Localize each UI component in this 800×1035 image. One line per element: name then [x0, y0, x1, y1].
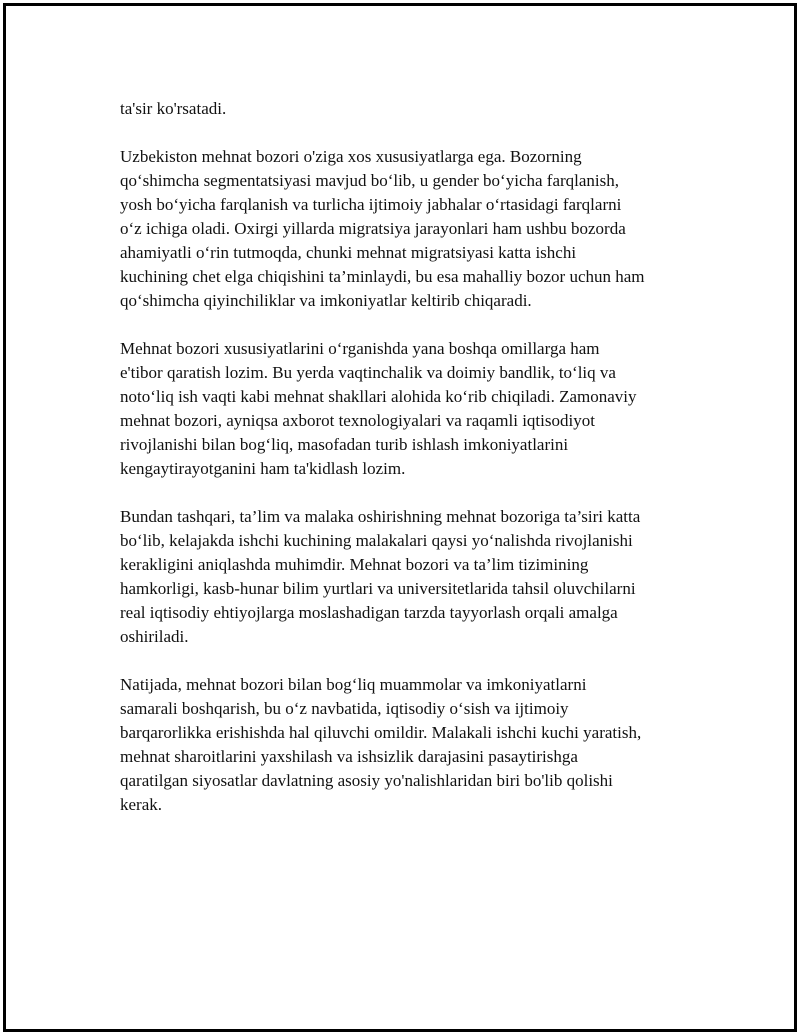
document-page	[3, 3, 797, 1032]
text-line: kengaytirayotganini ham ta'kidlash lozim.	[120, 459, 406, 478]
paragraph-1	[120, 97, 710, 121]
paragraph-5	[120, 673, 710, 817]
text-line: oshiriladi.	[120, 627, 189, 646]
text-line: noto‘liq ish vaqti kabi mehnat shakllari alohida ko‘rib chiqiladi. Zamonaviy	[120, 387, 637, 406]
text-line: qo‘shimcha qiyinchiliklar va imkoniyatlar keltirib chiqaradi.	[120, 291, 532, 310]
text-line: o‘z ichiga oladi. Oxirgi yillarda migratsiya jarayonlari ham ushbu bozorda	[120, 219, 626, 238]
paragraph-3	[120, 337, 710, 481]
paragraph-2	[120, 145, 710, 313]
text-line: Natijada, mehnat bozori bilan bog‘liq muammolar va imkoniyatlarni	[120, 675, 587, 694]
text-line: kuchining chet elga chiqishini ta’minlaydi, bu esa mahalliy bozor uchun ham	[120, 267, 645, 286]
text-line: rivojlanishi bilan bog‘liq, masofadan turib ishlash imkoniyatlarini	[120, 435, 569, 454]
text-line: mehnat bozori, ayniqsa axborot texnologiyalari va raqamli iqtisodiyot	[120, 411, 595, 430]
text-line: kerakligini aniqlashda muhimdir. Mehnat bozori va ta’lim tizimining	[120, 555, 589, 574]
text-line: yosh bo‘yicha farqlanish va turlicha ijtimoiy jabhalar o‘rtasidagi farqlarni	[120, 195, 622, 214]
text-line: qo‘shimcha segmentatsiyasi mavjud bo‘lib, u gender bo‘yicha farqlanish,	[120, 171, 620, 190]
text-line: Bundan tashqari, ta’lim va malaka oshirishning mehnat bozoriga ta’siri katta	[120, 507, 641, 526]
text-line: samarali boshqarish, bu o‘z navbatida, iqtisodiy o‘sish va ijtimoiy	[120, 699, 569, 718]
text-line: Mehnat bozori xususiyatlarini o‘rganishda yana boshqa omillarga ham	[120, 339, 600, 358]
text-line: Uzbekiston mehnat bozori o'ziga xos xususiyatlarga ega. Bozorning	[120, 147, 582, 166]
document-body	[120, 97, 710, 841]
text-line: mehnat sharoitlarini yaxshilash va ishsizlik darajasini pasaytirishga	[120, 747, 578, 766]
text-line: barqarorlikka erishishda hal qiluvchi omildir. Malakali ishchi kuchi yaratish,	[120, 723, 642, 742]
text-line: real iqtisodiy ehtiyojlarga moslashadigan tarzda tayyorlash orqali amalga	[120, 603, 618, 622]
text-line: hamkorligi, kasb-hunar bilim yurtlari va universitetlarida tahsil oluvchilarni	[120, 579, 636, 598]
text-line: ta'sir ko'rsatadi.	[120, 99, 227, 118]
paragraph-4	[120, 505, 710, 649]
text-line: qaratilgan siyosatlar davlatning asosiy yo'nalishlaridan biri bo'lib qolishi	[120, 771, 613, 790]
text-line: ahamiyatli o‘rin tutmoqda, chunki mehnat migratsiyasi katta ishchi	[120, 243, 577, 262]
text-line: e'tibor qaratish lozim. Bu yerda vaqtinchalik va doimiy bandlik, to‘liq va	[120, 363, 616, 382]
text-line: kerak.	[120, 795, 163, 814]
text-line: bo‘lib, kelajakda ishchi kuchining malakalari qaysi yo‘nalishda rivojlanishi	[120, 531, 633, 550]
